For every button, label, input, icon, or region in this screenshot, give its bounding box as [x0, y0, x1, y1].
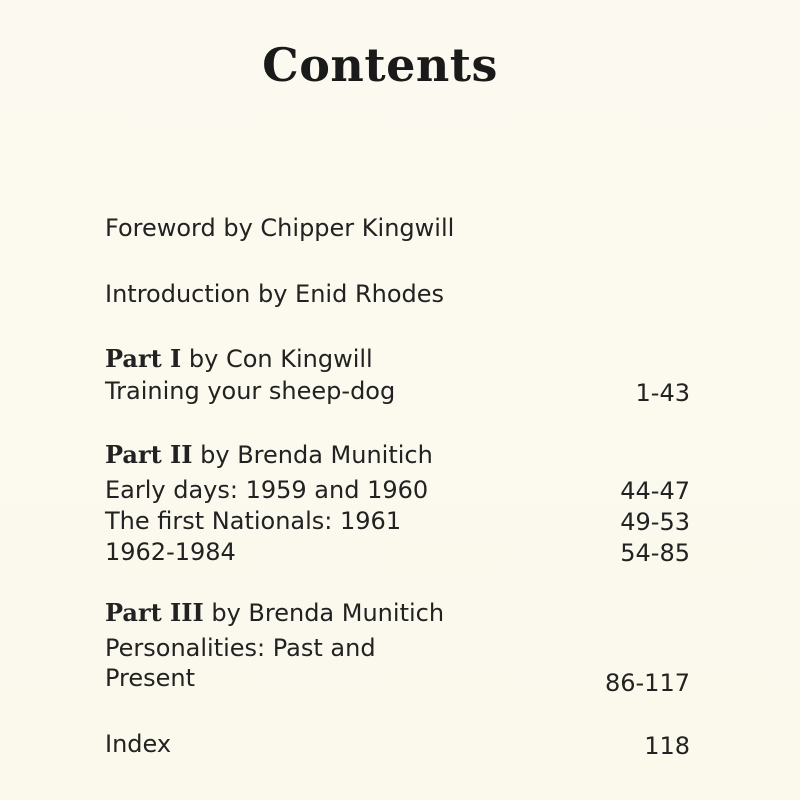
part1-title: Part I — [105, 344, 182, 373]
part1-entry-1-title: Training your sheep-dog — [105, 377, 396, 405]
index-pages: 118 — [644, 732, 690, 760]
part2-entry-2-pages: 49-53 — [620, 508, 690, 536]
part1-entry-1-pages: 1-43 — [635, 379, 690, 407]
introduction-entry: Introduction by Enid Rhodes — [105, 280, 445, 308]
part2-heading — [105, 440, 433, 470]
page-title: Contents — [262, 38, 498, 92]
foreword-entry: Foreword by Chipper Kingwill — [105, 214, 455, 242]
index-entry: Index — [105, 730, 172, 758]
part2-entry-2-title: The first Nationals: 1961 — [105, 507, 402, 535]
part3-entry-1-pages: 86-117 — [604, 669, 690, 697]
part2-title: Part II — [105, 440, 193, 469]
part1-byline: by Con Kingwill — [181, 345, 373, 373]
part2-entry-3-title: 1962-1984 — [105, 538, 236, 566]
part2-entry-1-pages: 44-47 — [620, 477, 690, 505]
part3-entry-1-title-line2: Present — [105, 664, 196, 692]
part1-heading — [105, 344, 373, 374]
part2-entry-3-pages: 54-85 — [620, 539, 690, 567]
part2-byline: by Brenda Munitich — [192, 441, 433, 469]
part3-title: Part III — [105, 598, 204, 627]
part2-entry-1-title: Early days: 1959 and 1960 — [105, 476, 429, 504]
part3-byline: by Brenda Munitich — [203, 599, 445, 627]
part3-entry-1-title-line1: Personalities: Past and — [105, 634, 376, 662]
part3-heading — [105, 598, 444, 628]
